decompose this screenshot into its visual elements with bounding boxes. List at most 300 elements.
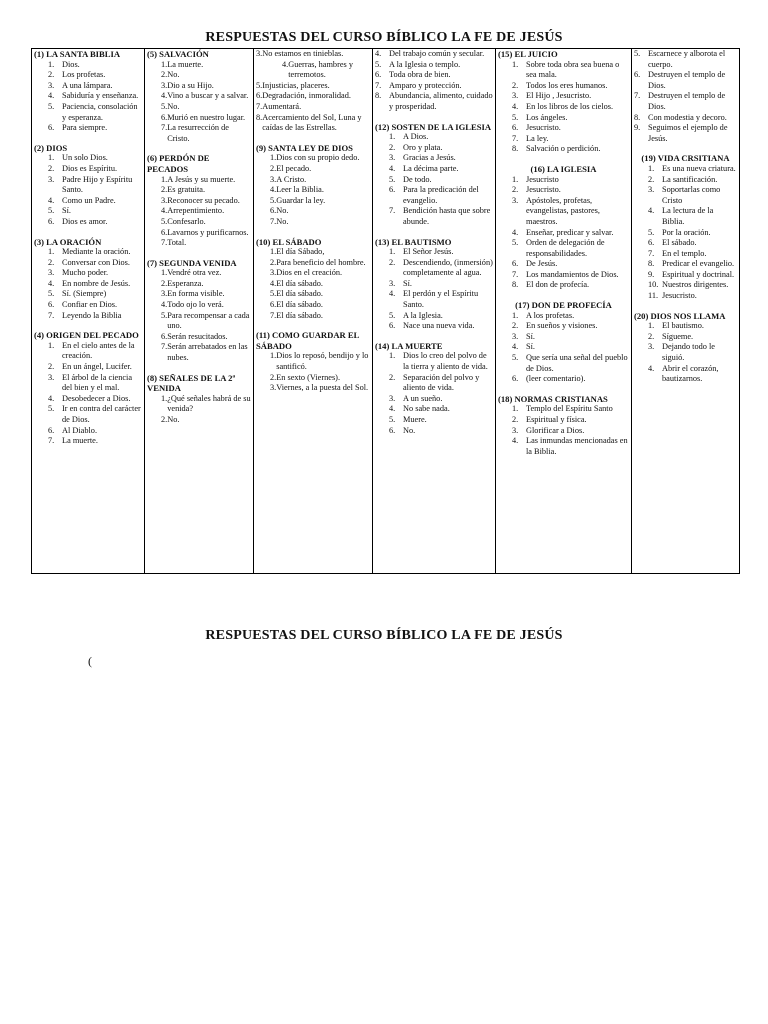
- answer-number: 7.: [48, 310, 55, 320]
- answer-number: 3.: [389, 278, 396, 288]
- answer-item: [147, 81, 251, 92]
- answer-text: Para beneficio del hombre.: [276, 257, 366, 267]
- answer-section: [634, 153, 737, 301]
- answer-item: [498, 426, 629, 437]
- answer-text: En forma visible.: [167, 289, 225, 299]
- answer-item: [147, 196, 251, 207]
- answer-item: [256, 300, 370, 311]
- answer-number: 7.: [256, 101, 263, 111]
- answer-item: [498, 60, 629, 81]
- answer-item: [34, 164, 142, 175]
- answer-item: [34, 404, 142, 425]
- answer-text: En sexto (Viernes).: [276, 372, 341, 382]
- answer-text: En el cielo antes de la creación.: [62, 340, 135, 361]
- answer-number: 5.: [512, 112, 519, 122]
- answer-text: Oro y plata.: [403, 142, 443, 152]
- answer-text: Leyendo la Biblia: [62, 310, 122, 320]
- answer-item: [34, 123, 142, 134]
- answer-number: 2.: [270, 372, 277, 382]
- section-heading: (15) EL JUICIO: [498, 49, 558, 59]
- answer-item: [498, 113, 629, 124]
- answer-number: 4.: [48, 195, 55, 205]
- answer-item: [34, 268, 142, 279]
- answer-text: En nombre de Jesús.: [62, 278, 131, 288]
- answer-item: [34, 394, 142, 405]
- answer-text: Amparo y protección.: [389, 80, 462, 90]
- answer-number: 6.: [389, 425, 396, 435]
- answer-number: 4.: [270, 278, 277, 288]
- answer-item: [634, 238, 737, 249]
- answer-text: Todo ojo lo verá.: [167, 300, 224, 310]
- answer-number: 2.: [48, 362, 55, 372]
- answer-text: Templo del Espíritu Santo: [526, 404, 613, 414]
- answer-number: 10.: [648, 280, 659, 290]
- answer-item: [34, 426, 142, 437]
- answer-text: Sí.: [526, 331, 535, 341]
- answer-text: A una lámpara.: [62, 80, 113, 90]
- answer-item: [498, 196, 629, 228]
- answer-text: Conversar con Dios.: [62, 257, 130, 267]
- answer-number: 4.: [375, 49, 382, 58]
- answer-number: 1.: [512, 174, 519, 184]
- answer-item: [498, 228, 629, 239]
- answer-text: Nace una nueva vida.: [403, 321, 475, 331]
- answer-text: Serán resucitados.: [167, 331, 228, 341]
- answer-section: [256, 237, 370, 322]
- answer-section: [256, 49, 370, 134]
- answer-text: Para la predicación del evangelio.: [403, 185, 479, 205]
- answer-section: [34, 143, 142, 228]
- answer-number: 1.: [161, 174, 168, 184]
- answer-number: 6.: [648, 238, 655, 248]
- answer-item: [498, 374, 629, 385]
- answer-number: 4.: [161, 91, 168, 101]
- answer-item: [256, 373, 370, 384]
- section-heading: (9) SANTA LEY DE DIOS: [256, 142, 353, 153]
- answer-text: Reconocer su pecado.: [167, 195, 240, 205]
- answer-number: 1.: [389, 247, 396, 257]
- answer-number: 2.: [389, 372, 396, 382]
- answer-number: 4.: [512, 227, 519, 237]
- answer-item: [34, 196, 142, 207]
- answer-number: 5.: [389, 174, 396, 184]
- answer-item: [147, 60, 251, 71]
- answer-item: [375, 70, 493, 81]
- answer-number: 3.: [161, 80, 168, 90]
- answer-text: No.: [167, 101, 180, 111]
- answer-number: 1.: [270, 247, 277, 257]
- answer-number: 4.: [648, 206, 655, 216]
- answer-item: [256, 113, 370, 134]
- answer-number: 1.: [512, 404, 519, 414]
- answer-text: La muerte.: [167, 59, 204, 69]
- answer-text: Arrepentimiento.: [167, 206, 225, 216]
- answer-number: 2.: [648, 174, 655, 184]
- answer-number: 2.: [389, 257, 396, 267]
- answer-number: 5.: [161, 310, 168, 320]
- answer-item: [34, 175, 142, 196]
- answer-item: [498, 81, 629, 92]
- answer-text: La resurrección de Cristo.: [167, 123, 229, 143]
- answer-text: Dio a su Hijo.: [167, 80, 214, 90]
- answer-number: 3.: [512, 195, 519, 205]
- section-heading: (17) DON DE PROFECÍA: [515, 300, 612, 311]
- answer-text: Es una nueva criatura.: [662, 163, 736, 173]
- answer-number: 6.: [48, 425, 55, 435]
- answer-item: [634, 185, 737, 206]
- answer-text: El día sábado.: [276, 310, 324, 320]
- answer-text: Separación del polvo y aliento de vida.: [403, 372, 480, 393]
- answer-text: Sobre toda obra sea buena o sea mala.: [526, 59, 620, 80]
- answer-text: Lavarnos y purificarnos.: [167, 227, 249, 237]
- answer-text: A Cristo.: [276, 174, 307, 184]
- answer-text: Guerras, hambres y terremotos.: [288, 59, 353, 80]
- answer-item: [634, 206, 737, 227]
- answer-text: Por la oración.: [662, 227, 711, 237]
- answer-text: Abundancia, alimento, cuidado y prosperidad.: [389, 91, 493, 111]
- answer-number: 7.: [161, 123, 168, 133]
- answer-section: [375, 49, 493, 113]
- answer-text: Muere.: [403, 415, 427, 424]
- answer-item: [375, 49, 493, 60]
- answer-item: [375, 91, 493, 112]
- answer-text: Del trabajo común y secular.: [389, 49, 485, 58]
- answer-text: De Jesús.: [526, 259, 558, 269]
- answer-number: 4.: [389, 289, 396, 299]
- answer-text: Dios en el creación.: [276, 268, 343, 278]
- answer-item: [375, 153, 493, 164]
- answer-section: [375, 341, 493, 436]
- answer-number: 2.: [512, 185, 519, 195]
- answer-number: 2.: [48, 70, 55, 80]
- answer-item: [375, 185, 493, 206]
- answer-text: No sabe nada.: [403, 404, 450, 414]
- answer-text: Sabiduría y enseñanza.: [62, 91, 139, 101]
- answer-text: Dios lo creo del polvo de la tierra y aliento de vida.: [403, 351, 488, 372]
- answer-number: 3.: [48, 80, 55, 90]
- answer-item: [375, 258, 493, 279]
- answer-number: 2.: [161, 70, 168, 80]
- answer-text: Destruyen el templo de Dios.: [648, 70, 726, 90]
- answer-text: El sábado.: [662, 238, 697, 248]
- answer-number: 1.: [48, 340, 55, 350]
- answer-number: 2.: [648, 331, 655, 341]
- answer-number: 7.: [270, 310, 277, 320]
- answer-number: 5.: [648, 227, 655, 237]
- answer-section: [498, 300, 629, 385]
- section-heading: (4) ORIGEN DEL PECADO: [34, 330, 139, 341]
- answer-item: [634, 342, 737, 363]
- answer-item: [634, 164, 737, 175]
- section-heading: (6) PERDÓN DE PECADOS: [147, 153, 210, 174]
- answer-item: [634, 228, 737, 239]
- answer-number: 6.: [161, 227, 168, 237]
- answer-number: 3.: [48, 268, 55, 278]
- answer-item: [375, 175, 493, 186]
- answer-number: 4.: [648, 363, 655, 373]
- answer-text: Jesucristo.: [662, 291, 697, 301]
- answer-item: [634, 280, 737, 291]
- answer-number: 5.: [48, 289, 55, 299]
- answer-item: [256, 351, 370, 372]
- answer-text: La santificación.: [662, 174, 718, 184]
- answer-section: [147, 258, 251, 364]
- answer-item: [498, 175, 629, 186]
- answer-text: El Hijo , Jesucristo.: [526, 91, 592, 101]
- answer-text: El día sábado.: [276, 278, 324, 288]
- answer-number: 3.: [648, 342, 655, 352]
- answer-number: 6.: [375, 70, 382, 80]
- answer-item: [256, 196, 370, 207]
- answer-number: 9.: [648, 269, 655, 279]
- answer-number: 6.: [270, 206, 277, 216]
- answer-section: [34, 237, 142, 322]
- answer-number: 3.: [48, 174, 55, 184]
- answer-item: [147, 70, 251, 81]
- answer-number: 3.: [270, 268, 277, 278]
- answer-item: [147, 113, 251, 124]
- answer-number: 5.: [512, 353, 519, 363]
- answer-item: [256, 279, 370, 290]
- answer-number: 7.: [648, 248, 655, 258]
- answer-item: [256, 185, 370, 196]
- answer-text: De todo.: [403, 174, 432, 184]
- answer-item: [256, 49, 370, 60]
- answer-number: 7.: [161, 238, 168, 248]
- answer-number: 5.: [48, 206, 55, 216]
- answer-number: 6.: [48, 123, 55, 133]
- answer-text: A un sueño.: [403, 393, 443, 403]
- answer-text: Escarnece y alborota el cuerpo.: [648, 49, 726, 69]
- answer-number: 1.: [389, 351, 396, 361]
- answer-item: [34, 341, 142, 362]
- answer-number: 5.: [270, 195, 277, 205]
- answer-section: [375, 237, 493, 332]
- answer-number: 2.: [512, 321, 519, 331]
- answer-number: 5.: [161, 101, 168, 111]
- answer-item: [375, 132, 493, 143]
- answer-text: Degradación, inmoralidad.: [262, 91, 351, 101]
- answer-item: [634, 91, 737, 112]
- answer-item: [34, 60, 142, 71]
- answer-number: 2.: [270, 257, 277, 267]
- answer-text: El bautismo.: [662, 321, 704, 331]
- stray-parenthesis: (: [88, 654, 92, 668]
- answer-column-2: [144, 49, 253, 573]
- answer-item: [375, 206, 493, 227]
- section-heading: (3) LA ORACIÓN: [34, 236, 102, 247]
- section-heading: (1) LA SANTA BIBLIA: [34, 49, 121, 59]
- section-heading: (8) SEÑALES DE LA 2ª VENIDA: [147, 372, 236, 394]
- answer-item: [34, 206, 142, 217]
- answer-number: 3.: [161, 289, 168, 299]
- answer-column-4: [372, 49, 495, 573]
- answer-number: 1.: [270, 153, 277, 163]
- answer-section: [634, 311, 737, 385]
- section-heading: (11) COMO GUARDAR EL SÁBADO: [256, 330, 359, 351]
- answer-text: Gracias a Jesús.: [403, 153, 456, 163]
- answer-text: Enseñar, predicar y salvar.: [526, 227, 614, 237]
- answer-text: Como un Padre.: [62, 195, 116, 205]
- section-heading: (20) DIOS NOS LLAMA: [634, 310, 726, 321]
- answer-text: A Jesús y su muerte.: [167, 174, 236, 184]
- answer-number: 5.: [48, 101, 55, 111]
- answer-item: [498, 134, 629, 145]
- answer-number: 5.: [270, 289, 277, 299]
- answer-item: [375, 351, 493, 372]
- answer-text: Soportarlas como Cristo: [662, 185, 721, 205]
- answer-item: [375, 373, 493, 394]
- answer-section: [634, 49, 737, 144]
- answer-text: Para recompensar a cada uno.: [167, 310, 250, 331]
- answer-item: [498, 144, 629, 155]
- answer-text: Leer la Biblia.: [276, 185, 324, 195]
- answer-item: [147, 332, 251, 343]
- answer-number: 1.: [389, 132, 396, 142]
- answer-item: [147, 217, 251, 228]
- answer-number: 4.: [389, 163, 396, 173]
- answer-item: [634, 332, 737, 343]
- answer-text: Confiar en Dios.: [62, 300, 118, 310]
- answer-number: 1.: [512, 59, 519, 69]
- answer-text: Salvación o perdición.: [526, 144, 601, 154]
- answer-item: [256, 268, 370, 279]
- answer-text: A la Iglesia o templo.: [389, 59, 461, 69]
- answer-text: Vendré otra vez.: [167, 268, 222, 278]
- answer-item: [634, 291, 737, 302]
- answer-item: [634, 113, 737, 124]
- answer-text: No.: [276, 216, 289, 226]
- answer-item: [256, 247, 370, 258]
- answer-text: Los profetas.: [62, 70, 106, 80]
- answer-item: [256, 258, 370, 269]
- answer-number: 3.: [270, 383, 277, 393]
- answer-item: [498, 185, 629, 196]
- answer-item: [147, 123, 251, 144]
- answer-number: 6.: [512, 259, 519, 269]
- answer-text: La ley.: [526, 133, 549, 143]
- answer-section: [256, 143, 370, 228]
- answer-item: [498, 404, 629, 415]
- answer-text: Mediante la oración.: [62, 247, 131, 257]
- answer-text: Sí.: [62, 206, 71, 216]
- answer-item: [34, 362, 142, 373]
- answer-item: [147, 175, 251, 186]
- answer-number: 6.: [512, 123, 519, 133]
- answer-item: [256, 175, 370, 186]
- section-heading: (12) SOSTEN DE LA IGLESIA: [375, 121, 492, 132]
- answer-text: Los mandamientos de Dios.: [526, 269, 619, 279]
- answer-item: [256, 206, 370, 217]
- answer-item: [634, 49, 737, 70]
- document-title: RESPUESTAS DEL CURSO BÍBLICO LA FE DE JESÚS: [205, 30, 563, 45]
- answer-item: [147, 300, 251, 311]
- answer-text: Dios con su propio dedo.: [276, 153, 360, 163]
- answer-item: [256, 164, 370, 175]
- answer-text: No.: [276, 206, 289, 216]
- answer-text: Jesucristo.: [526, 123, 561, 133]
- answer-number: 3.: [512, 425, 519, 435]
- answer-text: El día sábado.: [276, 289, 324, 299]
- answer-item: [34, 279, 142, 290]
- answer-number: 2.: [161, 415, 168, 424]
- answer-item: [147, 311, 251, 332]
- answer-item: [34, 258, 142, 269]
- answer-item: [256, 153, 370, 164]
- answer-item: [498, 270, 629, 281]
- answer-number: 7.: [270, 216, 277, 226]
- answer-item: [634, 70, 737, 91]
- answer-item: [634, 123, 737, 144]
- answer-item: [256, 217, 370, 228]
- answer-number: 6.: [389, 321, 396, 331]
- answer-item: [375, 60, 493, 71]
- answer-text: A los profetas.: [526, 310, 575, 320]
- answer-number: 2.: [161, 185, 168, 195]
- answer-item: [375, 164, 493, 175]
- answer-number: 6.: [48, 300, 55, 310]
- answer-item: [147, 268, 251, 279]
- answer-text: El Señor Jesús.: [403, 247, 454, 257]
- answer-number: 3.: [48, 372, 55, 382]
- answer-text: La lectura de la Biblia.: [662, 206, 714, 226]
- answer-item: [375, 279, 493, 290]
- answer-text: Nuestros dirigentes.: [662, 280, 729, 290]
- answer-text: Acercamiento del Sol, Luna y caídas de las Estrellas.: [262, 112, 362, 133]
- answer-text: Injusticias, placeres.: [262, 80, 330, 90]
- answer-text: No.: [403, 425, 416, 435]
- answer-item: [34, 300, 142, 311]
- answer-number: 4.: [48, 278, 55, 288]
- answer-item: [498, 91, 629, 102]
- section-heading: (16) LA IGLESIA: [530, 163, 597, 174]
- answer-item: [634, 259, 737, 270]
- answer-item: [256, 81, 370, 92]
- answer-number: 3.: [161, 195, 168, 205]
- answer-column-1: [31, 49, 144, 573]
- answer-number: 4.: [282, 59, 289, 69]
- answer-number: 2.: [270, 163, 277, 173]
- answer-text: Descendiendo, (inmersión) completamente al agua.: [403, 257, 493, 278]
- answer-number: 6.: [512, 374, 519, 384]
- answer-item: [256, 311, 370, 322]
- answer-item: [375, 143, 493, 154]
- answer-item: [34, 311, 142, 322]
- answer-number: 3.: [389, 393, 396, 403]
- answer-text: El don de profecía.: [526, 280, 590, 290]
- answer-text: Jesucristo.: [526, 185, 561, 195]
- answer-text: Desobedecer a Dios.: [62, 393, 131, 403]
- answer-text: Espiritual y doctrinal.: [662, 269, 735, 279]
- answer-number: 7.: [512, 133, 519, 143]
- section-heading: (19) VIDA CRSITIANA: [641, 153, 730, 164]
- answer-text: Que sería una señal del pueblo de Dios.: [526, 353, 628, 373]
- answer-item: [498, 238, 629, 259]
- section-heading: (5) SALVACIÓN: [147, 49, 209, 59]
- answer-item: [147, 185, 251, 196]
- answer-item: [256, 383, 370, 394]
- answer-text: Predicar el evangelio.: [662, 259, 735, 269]
- answer-number: 4.: [512, 101, 519, 111]
- section-heading: (13) EL BAUTISMO: [375, 236, 452, 247]
- answer-item: [34, 91, 142, 102]
- answer-section: [147, 49, 251, 144]
- answer-number: 3.: [648, 185, 655, 195]
- answer-number: 6.: [48, 216, 55, 226]
- answer-number: 3.: [389, 153, 396, 163]
- answer-section: [34, 330, 142, 447]
- answer-number: 1.: [270, 351, 277, 361]
